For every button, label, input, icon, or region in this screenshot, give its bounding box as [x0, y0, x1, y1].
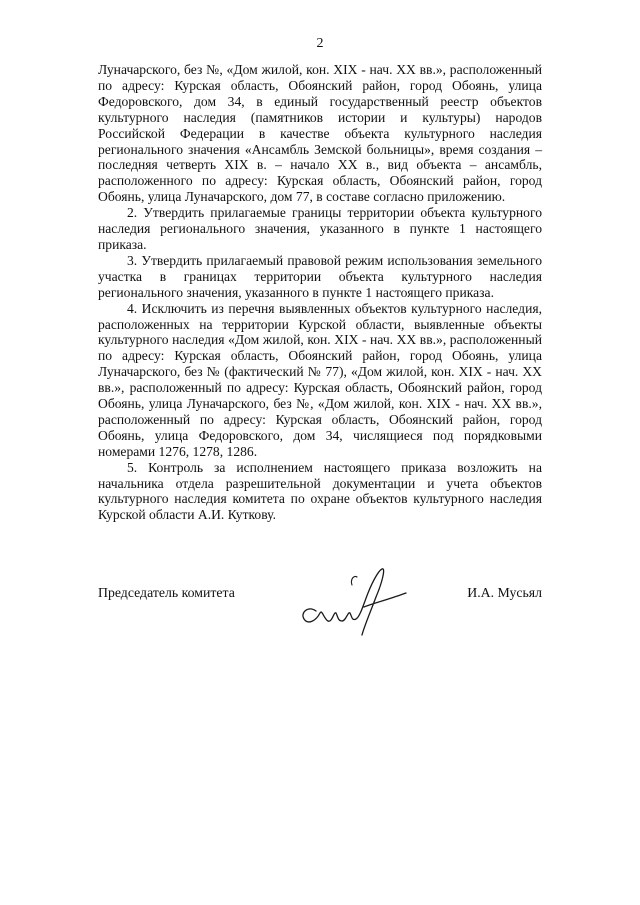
handwritten-signature-icon: [294, 563, 414, 641]
paragraph-continuation: Луначарского, без №, «Дом жилой, кон. XIX - нач. XX вв.», расположенный по адресу: Курская область, Обоянский район, город Обоянь, улица Федоровского, дом 34, в единый государственный реестр объектов культурного наследия (памятников истории и культуры) народов Российской Федерации в качестве объекта культурного наследия регионального значения «Ансамбль Земской больницы», время создания – последняя четверть XIX в. – начало XX в., вид объекта – ансамбль, расположенного по адресу: Курская область, Обоянский район, город Обоянь, улица Луначарского, дом 77, в составе согласно приложению.: [98, 62, 542, 205]
document-body: [98, 62, 542, 523]
paragraph-item-3: 3. Утвердить прилагаемый правовой режим использования земельного участка в границах территории объекта культурного наследия регионального значения, указанного в пункте 1 настоящего приказа.: [98, 252, 542, 300]
paragraph-item-5: 5. Контроль за исполнением настоящего приказа возложить на начальника отдела разрешительной документации и учета объектов культурного наследия комитета по охране объектов культурного наследия Курской области А.И. Куткову.: [98, 459, 542, 523]
signer-name: И.А. Мусьял: [467, 585, 542, 600]
signer-title: Председатель комитета: [98, 585, 235, 600]
paragraph-item-2: 2. Утвердить прилагаемые границы территории объекта культурного наследия регионального значения, указанного в пункте 1 настоящего приказа.: [98, 205, 542, 252]
paragraph-item-4: 4. Исключить из перечня выявленных объектов культурного наследия, расположенных на территории Курской области, выявленные объекты культурного наследия «Дом жилой, кон. XIX - нач. XX вв.», расположенный по адресу: Курская область, Обоянский район, город Обоянь, улица Луначарского, без № (фактический № 77), «Дом жилой, кон. XIX - нач. XX вв.», расположенный по адресу: Курская область, Обоянский район, город Обоянь, улица Луначарского, без №, «Дом жилой, кон. XIX - нач. XX вв.», расположенный по адресу: Курская область, Обоянский район, город Обоянь, улица Федоровского, дом 34, числящиеся под порядковыми номерами 1276, 1278, 1286.: [98, 300, 542, 459]
signature-block: [98, 585, 542, 645]
page-number: 2: [316, 36, 324, 51]
